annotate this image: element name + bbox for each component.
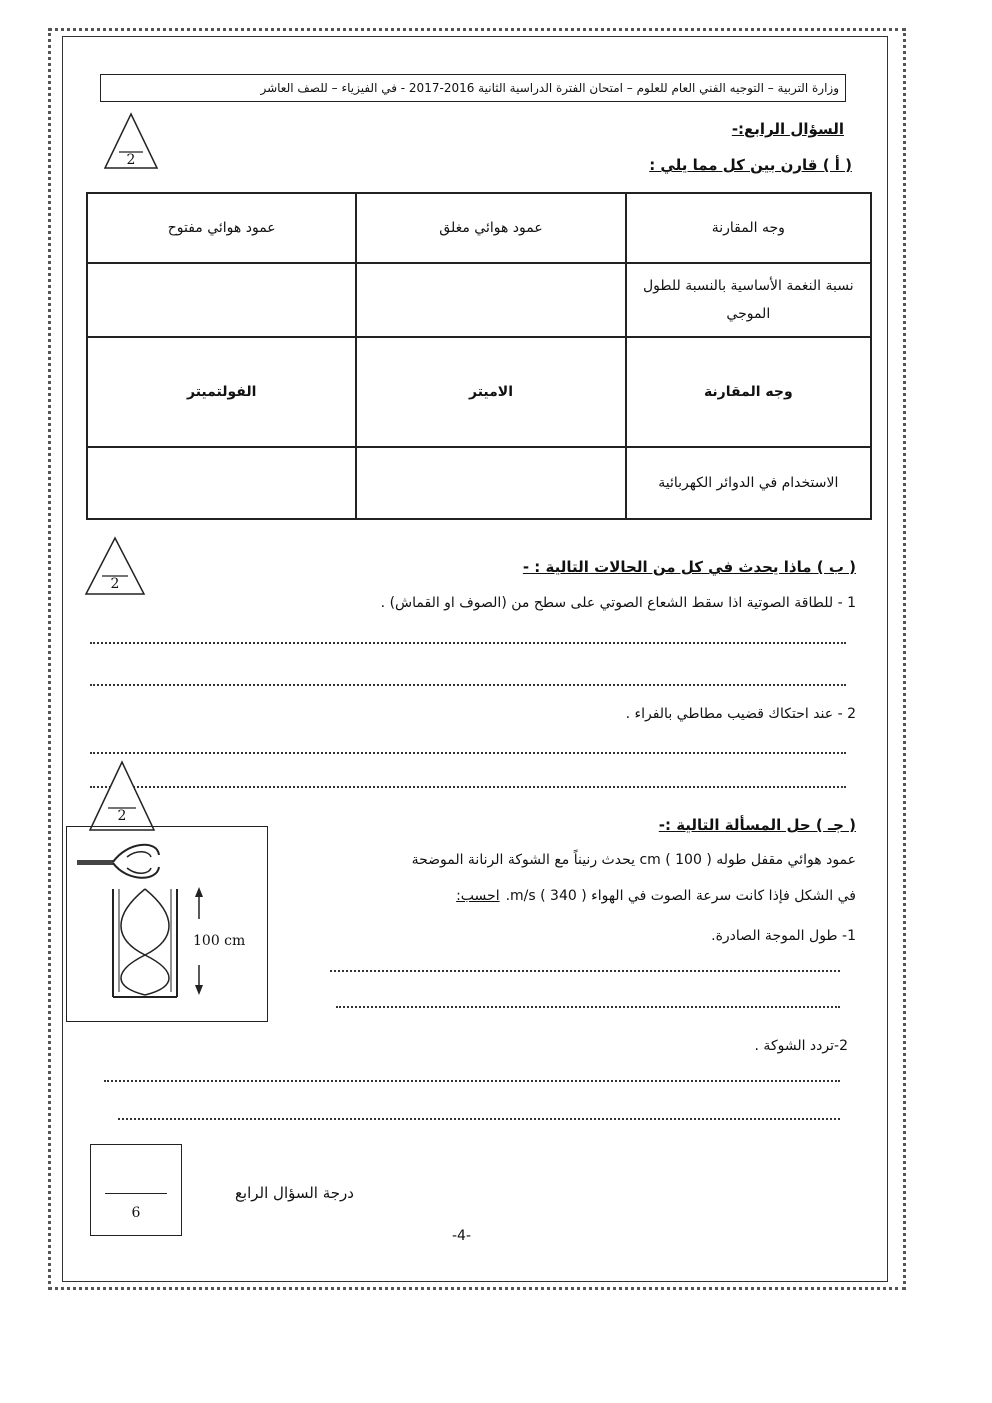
part-c-problem-line-2-text: في الشكل فإذا كانت سرعة الصوت في الهواء m/s ( 340 ).	[505, 888, 856, 904]
total-score-box	[90, 1144, 182, 1236]
table-header-cell: الفولتميتر	[87, 337, 356, 447]
page-number: -4-	[452, 1228, 472, 1244]
answer-line[interactable]	[90, 684, 846, 686]
table-row	[87, 193, 871, 263]
part-b-item-1: 1 - للطاقة الصوتية اذا سقط الشعاع الصوتي على سطح من (الصوف او القماش) .	[380, 595, 856, 611]
score-max-a: 2	[126, 152, 136, 168]
part-c-question-1: 1- طول الموجة الصادرة.	[711, 928, 856, 944]
total-score-max: 6	[131, 1205, 141, 1221]
answer-line[interactable]	[90, 752, 846, 754]
answer-cell[interactable]	[356, 263, 625, 337]
table-header-cell: عمود هوائي مغلق	[356, 193, 625, 263]
score-max-c: 2	[117, 808, 127, 824]
answer-line[interactable]	[330, 970, 840, 972]
answer-line[interactable]	[118, 1118, 840, 1120]
score-triangle-c	[88, 760, 156, 832]
answer-line[interactable]	[90, 642, 846, 644]
question-title: السؤال الرابع:-	[731, 120, 844, 138]
part-c-title: ( جـ ) حل المسألة التالية :-	[658, 816, 856, 834]
exam-header: وزارة التربية – التوجيه الفني العام للعلوم – امتحان الفترة الدراسية الثانية 2016-2017 - في الفيزياء – للصف العاشر	[100, 74, 846, 102]
table-row-label: الاستخدام في الدوائر الكهربائية	[626, 447, 871, 519]
part-c-problem-line-1: عمود هوائي مقفل طوله cm ( 100 ) يحدث رنيناً مع الشوكة الرنانة الموضحة	[411, 852, 856, 868]
table-header-cell: وجه المقارنة	[626, 337, 871, 447]
part-c-problem-line-2	[456, 888, 856, 904]
table-row-label: نسبة النغمة الأساسية بالنسبة للطول الموجي	[626, 263, 871, 337]
score-line	[105, 1193, 167, 1194]
score-max-b: 2	[110, 576, 120, 592]
answer-line[interactable]	[104, 1080, 840, 1082]
part-b-title: ( ب ) ماذا يحدث في كل من الحالات التالية : -	[522, 558, 856, 576]
part-b-item-2: 2 - عند احتكاك قضيب مطاطي بالفراء .	[625, 706, 856, 722]
comparison-table	[86, 192, 872, 520]
tuning-fork-air-column-diagram	[67, 827, 267, 1021]
part-a-title: ( أ ) قارن بين كل مما يلي :	[649, 156, 852, 174]
table-row	[87, 447, 871, 519]
total-score-label: درجة السؤال الرابع	[234, 1184, 354, 1202]
answer-line[interactable]	[336, 1006, 840, 1008]
score-triangle-a	[103, 112, 159, 170]
part-c-question-2: 2-تردد الشوكة .	[754, 1038, 848, 1054]
score-triangle-b	[84, 536, 146, 596]
table-header-cell: عمود هوائي مفتوح	[87, 193, 356, 263]
answer-line[interactable]	[90, 786, 846, 788]
table-header-cell: الاميتر	[356, 337, 625, 447]
table-row	[87, 263, 871, 337]
table-header-cell: وجه المقارنة	[626, 193, 871, 263]
calculate-label: احسب:	[456, 888, 500, 904]
answer-cell[interactable]	[87, 447, 356, 519]
answer-cell[interactable]	[87, 263, 356, 337]
figure-length-label: 100 cm	[193, 933, 246, 949]
table-row	[87, 337, 871, 447]
resonance-figure	[66, 826, 268, 1022]
answer-cell[interactable]	[356, 447, 625, 519]
